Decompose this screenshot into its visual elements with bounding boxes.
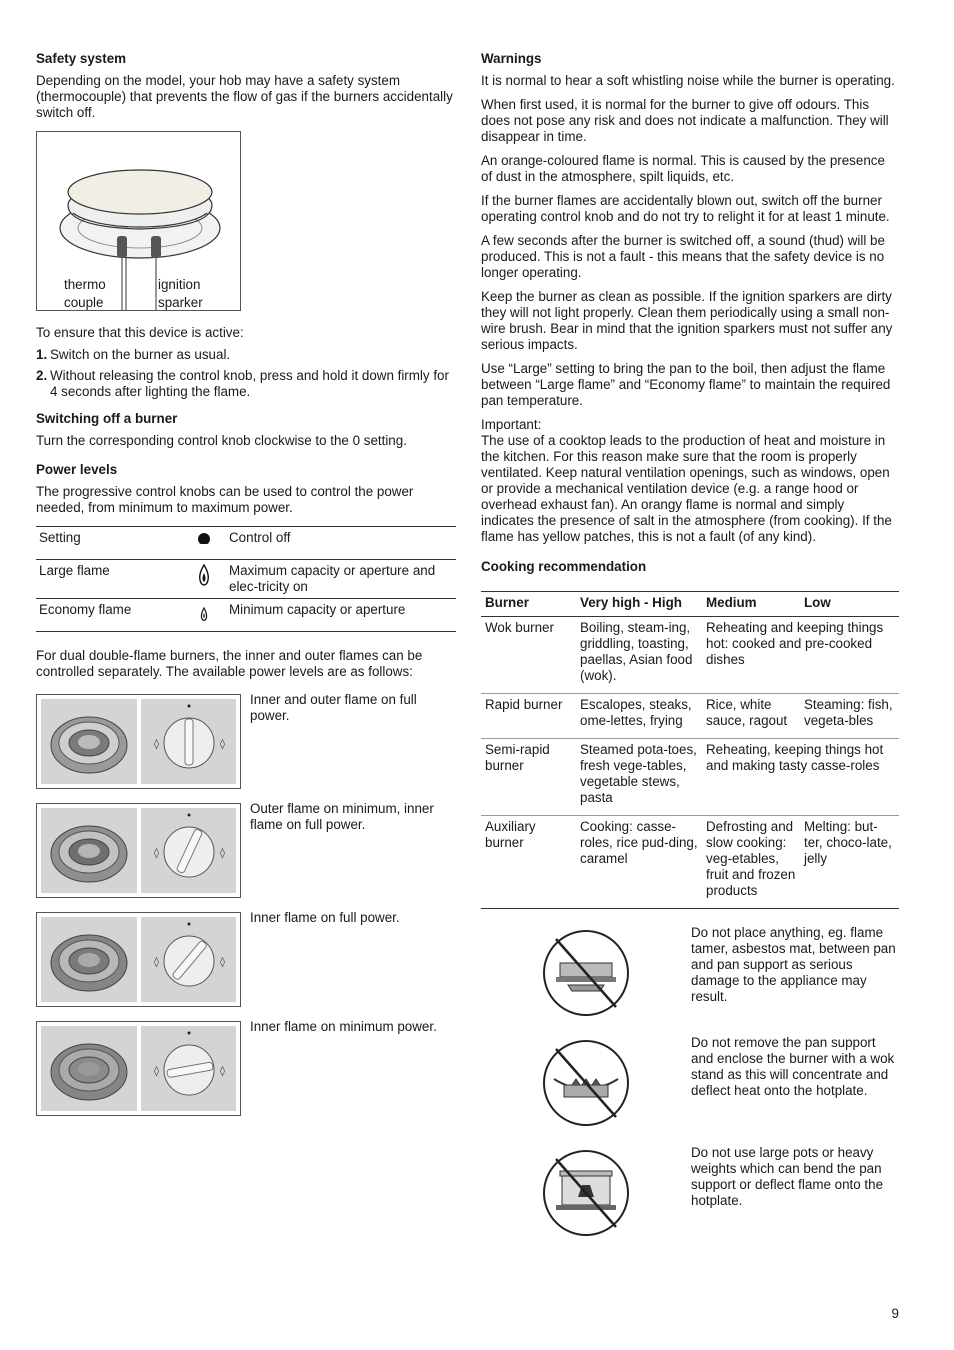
step-number: 2. [36, 368, 48, 383]
small-flame-icon [182, 599, 226, 632]
notice-row [481, 925, 899, 1021]
warning-paragraph: If the burner flames are accidentally blown out, switch off the burner operating control knob and do not try to relight it for at least 1 minute. [481, 193, 890, 224]
medium-cell: Reheating and keeping things hot: cooked and pre-cooked dishes [702, 617, 899, 694]
warning-paragraph: An orange-coloured flame is normal. This is caused by the presence of dust in the atmosphere, spilt liquids, etc. [481, 153, 885, 184]
burner-ring-image [41, 1026, 137, 1111]
thermo-label-1: thermo [64, 277, 106, 292]
dual-burner-figure [36, 803, 241, 898]
dot-icon [182, 527, 226, 560]
burner-state-row [36, 803, 456, 898]
right-column [481, 50, 899, 1241]
step-text: Without releasing the control knob, press and hold it down firmly for 4 seconds after lighting the flame. [50, 368, 449, 399]
table-row [36, 599, 456, 632]
burner-state-row [36, 1021, 456, 1116]
control-knob-image [141, 917, 237, 1002]
burner-state-text: Inner flame on full power. [250, 910, 400, 925]
burner-ring-image [41, 808, 137, 893]
notice-row [481, 1145, 899, 1241]
step-text: Switch on the burner as usual. [50, 347, 231, 362]
warning-paragraph: Use “Large” setting to bring the pan to the boil, then adjust the flame between “Large flame” and “Economy flame” to maintain the required pan temperature. [481, 361, 891, 408]
notice-text: Do not place anything, eg. flame tamer, asbestos mat, between pan and pan support as serious damage to the appliance may result. [691, 925, 896, 1004]
safety-system-heading: Safety system [36, 51, 127, 66]
svg-text:◊: ◊ [219, 739, 225, 750]
warning-paragraph: Keep the burner as clean as possible. If the ignition sparkers are dirty they will not light properly. Clean them periodically using a small non-wire brush. Bear in mind that the ignition sparkers must not suffer any serious impacts. [481, 289, 893, 352]
burner-cell: Auxiliary burner [481, 816, 576, 909]
desc-cell: Minimum capacity or aperture [229, 602, 406, 617]
ignition-label-1: ignition [158, 277, 201, 292]
notice-text: Do not remove the pan support and enclose the burner with a wok stand as this will concentrate and deflect heat onto the hotplate. [691, 1035, 895, 1098]
step-item [36, 368, 456, 400]
svg-text:◊: ◊ [219, 848, 225, 859]
svg-text:◊: ◊ [153, 739, 159, 750]
medium-cell: Defrosting and slow cooking: veg-etables, fruit and frozen products [702, 816, 800, 909]
setting-cell: Setting [39, 530, 81, 545]
ignition-label-2: sparker [158, 295, 203, 310]
dual-burner-figure [36, 912, 241, 1007]
dual-burner-text: For dual double-flame burners, the inner and outer flames can be controlled separately. The available power levels are as follows: [36, 648, 423, 679]
setting-cell: Large flame [39, 563, 110, 578]
medium-cell: Rice, white sauce, ragout [702, 694, 800, 739]
svg-text:◊: ◊ [219, 957, 225, 968]
high-cell: Steamed pota-toes, fresh vege-tables, vegetable stews, pasta [576, 739, 702, 816]
notice-text: Do not use large pots or heavy weights which can bend the pan support or deflect flame onto the hotplate. [691, 1145, 884, 1208]
table-row [481, 816, 899, 909]
table-row [36, 527, 456, 560]
dual-burner-figure [36, 1021, 241, 1116]
svg-text:◊: ◊ [153, 848, 159, 859]
table-row [481, 617, 899, 694]
burner-cell: Wok burner [481, 617, 576, 694]
burner-ring-image [41, 699, 137, 784]
cooking-recommendation-heading: Cooking recommendation [481, 559, 647, 574]
warning-paragraph: A few seconds after the burner is switched off, a sound (thud) will be produced. This is not a fault - this means that the safety device is no longer operating. [481, 233, 885, 280]
svg-text:◊: ◊ [153, 1066, 159, 1077]
important-label: Important: [481, 417, 542, 432]
no-flame-tamer-icon [481, 925, 691, 1021]
high-cell: Escalopes, steaks, ome-lettes, frying [576, 694, 702, 739]
low-cell: Steaming: fish, vegeta-bles [800, 694, 899, 739]
control-knob-image [141, 808, 237, 893]
notice-row [481, 1035, 899, 1131]
burner-ring-image [41, 917, 137, 1002]
high-cell: Boiling, steam-ing, griddling, toasting, paellas, Asian food (wok). [576, 617, 702, 694]
dual-burner-figure [36, 694, 241, 789]
header-medium: Medium [702, 592, 800, 617]
no-heavy-pot-icon [481, 1145, 691, 1241]
table-row [481, 694, 899, 739]
burner-state-row [36, 912, 456, 1007]
switching-off-text: Turn the corresponding control knob clockwise to the 0 setting. [36, 433, 407, 448]
power-levels-intro: The progressive control knobs can be used to control the power needed, from minimum to maximum power. [36, 484, 414, 515]
burner-state-row [36, 694, 456, 789]
left-column [36, 50, 456, 1130]
thermocouple-figure [36, 131, 241, 311]
ensure-text: To ensure that this device is active: [36, 325, 244, 340]
no-wok-stand-icon [481, 1035, 691, 1131]
medium-cell: Reheating, keeping things hot and making tasty casse-roles [702, 739, 899, 816]
header-low: Low [800, 592, 899, 617]
burner-cell: Rapid burner [481, 694, 576, 739]
desc-cell: Maximum capacity or aperture and elec-tricity on [229, 563, 436, 594]
svg-text:◊: ◊ [153, 957, 159, 968]
burner-cell: Semi-rapid burner [481, 739, 576, 816]
power-levels-heading: Power levels [36, 462, 118, 477]
warning-paragraph: When first used, it is normal for the burner to give off odours. This does not pose any risk and does not indicate a malfunction. They will disappear in time. [481, 97, 889, 144]
svg-text:◊: ◊ [219, 1066, 225, 1077]
setting-cell: Economy flame [39, 602, 132, 617]
table-header-row [481, 592, 899, 617]
warnings-heading: Warnings [481, 51, 542, 66]
table-row [36, 560, 456, 599]
switching-off-heading: Switching off a burner [36, 411, 178, 426]
safety-system-intro: Depending on the model, your hob may have a safety system (thermocouple) that prevents the flow of gas if the burners accidentally switch off. [36, 73, 453, 120]
header-high: Very high - High [576, 592, 702, 617]
large-flame-icon [182, 560, 226, 599]
step-number: 1. [36, 347, 48, 362]
high-cell: Cooking: casse-roles, rice pud-ding, caramel [576, 816, 702, 909]
burner-state-text: Outer flame on minimum, inner flame on full power. [250, 801, 434, 832]
header-burner: Burner [481, 592, 576, 617]
thermo-label-2: couple [64, 295, 104, 310]
low-cell: Melting: but-ter, choco-late, jelly [800, 816, 899, 909]
control-knob-image [141, 699, 237, 784]
cooking-table [481, 591, 899, 909]
warning-paragraph: It is normal to hear a soft whistling noise while the burner is operating. [481, 73, 895, 88]
power-levels-table [36, 526, 456, 632]
activation-steps [36, 347, 456, 400]
table-row [481, 739, 899, 816]
page-number: 9 [891, 1306, 899, 1321]
step-item [36, 347, 456, 363]
burner-state-text: Inner flame on minimum power. [250, 1019, 437, 1034]
important-text: The use of a cooktop leads to the production of heat and moisture in the kitchen. For this reason make sure that the room is properly ventilated. Keep natural ventilation openings, such as windows, open or provide a mechanical ventilation device (e.g. a range hood or overhead exhaust fan). An orangy flame is normal and simply indicates the presence of salt in the atmosphere (from cooking). If the flame has yellow patches, this is not a fault (of any kind). [481, 433, 892, 544]
burner-state-text: Inner and outer flame on full power. [250, 692, 417, 723]
control-knob-image [141, 1026, 237, 1111]
desc-cell: Control off [229, 530, 291, 545]
